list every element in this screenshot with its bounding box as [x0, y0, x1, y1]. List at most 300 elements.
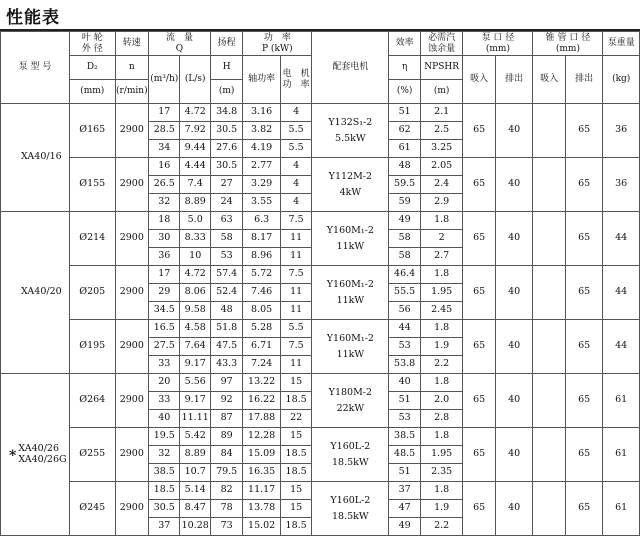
pump-discharge-cell: 40 [495, 266, 533, 320]
flow-ls-cell: 8.89 [180, 194, 210, 212]
efficiency-cell: 49 [389, 212, 420, 230]
flow-ls-cell: 8.06 [180, 284, 210, 302]
pipe-suction-cell [533, 212, 565, 266]
flow-m3h-cell: 17 [149, 104, 180, 122]
flow-m3h-cell: 26.5 [149, 176, 180, 194]
shaft-power-cell: 4.19 [243, 140, 281, 158]
pipe-suction-cell [533, 266, 565, 320]
motor-power-cell: 11 [280, 356, 311, 374]
npsh-cell: 2 [420, 230, 463, 248]
npsh-cell: 3.25 [420, 140, 463, 158]
header-flow [149, 32, 211, 56]
header-pump-diameter-line1: 泵 口 径 [481, 33, 515, 44]
header-weight-unit: (kg) [603, 56, 640, 104]
motor-model: Y160L-2 [330, 441, 371, 453]
speed-cell: 2900 [115, 266, 148, 320]
efficiency-cell: 61 [389, 140, 420, 158]
motor-rating: 11kW [336, 240, 365, 252]
head-cell: 92 [210, 392, 242, 410]
npsh-cell: 1.95 [420, 284, 463, 302]
header-npsh-line1: 必需汽 [428, 33, 456, 44]
header-speed-symbol: n [115, 56, 148, 80]
motor-model: Y132S₁-2 [328, 117, 373, 129]
motor-power-cell: 18.5 [280, 518, 311, 536]
pipe-suction-cell [533, 374, 565, 428]
pipe-discharge-cell: 65 [565, 428, 603, 482]
shaft-power-cell: 17.88 [243, 410, 281, 428]
efficiency-cell: 55.5 [389, 284, 420, 302]
flow-m3h-cell: 18 [149, 212, 180, 230]
head-cell: 30.5 [210, 122, 242, 140]
flow-ls-cell: 4.72 [180, 266, 210, 284]
motor-model: Y160M₁-2 [326, 279, 374, 291]
header-npsh-symbol: NPSHR [420, 56, 463, 80]
flow-ls-cell: 10 [180, 248, 210, 266]
pipe-suction-cell [533, 482, 565, 536]
shaft-power-cell: 16.35 [243, 464, 281, 482]
shaft-power-cell: 5.72 [243, 266, 281, 284]
weight-cell: 61 [603, 428, 640, 482]
header-pipe-discharge: 排出 [565, 56, 603, 104]
flow-m3h-cell: 32 [149, 194, 180, 212]
table-row [1, 482, 640, 500]
flow-m3h-cell: 37 [149, 518, 180, 536]
motor-model: Y160L-2 [330, 495, 371, 507]
flow-ls-cell: 9.58 [180, 302, 210, 320]
pipe-suction-cell [533, 104, 565, 158]
header-shaft-power: 轴功率 [243, 56, 281, 104]
weight-cell: 36 [603, 158, 640, 212]
header-motor-power-line2: 功 率 [282, 79, 310, 90]
table-row [1, 104, 640, 122]
shaft-power-cell: 8.96 [243, 248, 281, 266]
flow-m3h-cell: 16.5 [149, 320, 180, 338]
head-cell: 78 [210, 500, 242, 518]
efficiency-cell: 48 [389, 158, 420, 176]
efficiency-cell: 48.5 [389, 446, 420, 464]
pump-suction-cell: 65 [463, 428, 495, 482]
efficiency-cell: 51 [389, 104, 420, 122]
header-speed: 转速 [115, 32, 148, 56]
npsh-cell: 2.7 [420, 248, 463, 266]
flow-m3h-cell: 34.5 [149, 302, 180, 320]
flow-ls-cell: 8.89 [180, 446, 210, 464]
npsh-cell: 2.1 [420, 104, 463, 122]
flow-ls-cell: 5.0 [180, 212, 210, 230]
header-impeller [69, 32, 115, 56]
shaft-power-cell: 15.02 [243, 518, 281, 536]
flow-m3h-cell: 34 [149, 140, 180, 158]
flow-m3h-cell: 36 [149, 248, 180, 266]
impeller-diameter-cell: Ø214 [69, 212, 115, 266]
efficiency-cell: 53.8 [389, 356, 420, 374]
motor-power-cell: 4 [280, 194, 311, 212]
pump-suction-cell: 65 [463, 266, 495, 320]
flow-m3h-cell: 29 [149, 284, 180, 302]
flow-ls-cell: 7.4 [180, 176, 210, 194]
efficiency-cell: 58 [389, 248, 420, 266]
motor-model: Y112M-2 [328, 171, 373, 183]
header-npsh-line2: 蚀余量 [428, 43, 456, 54]
shaft-power-cell: 8.17 [243, 230, 281, 248]
motor-power-cell: 5.5 [280, 320, 311, 338]
header-pipe-suction: 吸入 [533, 56, 565, 104]
speed-cell: 2900 [115, 104, 148, 158]
header-flow-ls: (L/s) [180, 56, 210, 104]
head-cell: 48 [210, 302, 242, 320]
motor-rating: 11kW [336, 348, 365, 360]
efficiency-cell: 62 [389, 122, 420, 140]
header-npsh [420, 32, 463, 56]
pump-model-cell [1, 374, 70, 536]
pump-discharge-cell: 40 [495, 158, 533, 212]
motor-model: Y180M-2 [328, 387, 373, 399]
flow-ls-cell: 10.28 [180, 518, 210, 536]
shaft-power-cell: 7.24 [243, 356, 281, 374]
npsh-cell: 1.8 [420, 266, 463, 284]
shaft-power-cell: 5.28 [243, 320, 281, 338]
pipe-suction-cell [533, 320, 565, 374]
pipe-suction-cell [533, 158, 565, 212]
table-row [1, 266, 640, 284]
motor-cell [312, 428, 389, 482]
motor-power-cell: 5.5 [280, 140, 311, 158]
header-power [243, 32, 312, 56]
shaft-power-cell: 3.16 [243, 104, 281, 122]
page-title: 性能表 [6, 8, 60, 28]
efficiency-cell: 53 [389, 410, 420, 428]
pump-discharge-cell: 40 [495, 482, 533, 536]
npsh-cell: 2.4 [420, 176, 463, 194]
motor-power-cell: 15 [280, 374, 311, 392]
pump-model-name: XA40/20 [21, 286, 62, 298]
pump-model-name: XA40/26 [18, 442, 59, 454]
header-model: 泵 型 号 [1, 32, 70, 104]
motor-rating: 5.5kW [335, 132, 366, 144]
pump-suction-cell: 65 [463, 374, 495, 428]
table-header [1, 32, 640, 104]
motor-power-cell: 11 [280, 230, 311, 248]
shaft-power-cell: 6.3 [243, 212, 281, 230]
shaft-power-cell: 3.55 [243, 194, 281, 212]
flow-ls-cell: 7.92 [180, 122, 210, 140]
head-cell: 30.5 [210, 158, 242, 176]
header-pump-diameter [463, 32, 533, 56]
pump-model-cell [1, 212, 70, 374]
pump-model-name: XA40/16 [21, 151, 62, 163]
header-pipe-diameter-line2: (mm) [555, 43, 580, 54]
flow-ls-cell: 5.14 [180, 482, 210, 500]
pipe-discharge-cell: 65 [565, 104, 603, 158]
header-impeller-unit: (mm) [69, 80, 115, 104]
head-cell: 63 [210, 212, 242, 230]
header-suction: 吸入 [463, 56, 495, 104]
shaft-power-cell: 2.77 [243, 158, 281, 176]
table-row [1, 212, 640, 230]
head-cell: 58 [210, 230, 242, 248]
npsh-cell: 1.8 [420, 482, 463, 500]
motor-power-cell: 15 [280, 482, 311, 500]
motor-power-cell: 4 [280, 104, 311, 122]
shaft-power-cell: 15.09 [243, 446, 281, 464]
flow-ls-cell: 9.44 [180, 140, 210, 158]
pump-discharge-cell: 40 [495, 212, 533, 266]
motor-power-cell: 11 [280, 248, 311, 266]
npsh-cell: 1.9 [420, 338, 463, 356]
header-head-unit: (m) [210, 80, 242, 104]
flow-m3h-cell: 17 [149, 266, 180, 284]
npsh-cell: 2.05 [420, 158, 463, 176]
shaft-power-cell: 3.29 [243, 176, 281, 194]
header-discharge: 排出 [495, 56, 533, 104]
motor-rating: 18.5kW [332, 510, 369, 522]
flow-m3h-cell: 19.5 [149, 428, 180, 446]
motor-power-cell: 7.5 [280, 266, 311, 284]
motor-power-cell: 18.5 [280, 392, 311, 410]
head-cell: 24 [210, 194, 242, 212]
header-efficiency-unit: (%) [389, 80, 420, 104]
header-weight: 泵重量 [603, 32, 640, 56]
efficiency-cell: 53 [389, 338, 420, 356]
flow-ls-cell: 10.7 [180, 464, 210, 482]
flow-m3h-cell: 30 [149, 230, 180, 248]
pipe-discharge-cell: 65 [565, 212, 603, 266]
shaft-power-cell: 13.22 [243, 374, 281, 392]
npsh-cell: 2.35 [420, 464, 463, 482]
pump-suction-cell: 65 [463, 212, 495, 266]
head-cell: 79.5 [210, 464, 242, 482]
impeller-diameter-cell: Ø245 [69, 482, 115, 536]
flow-ls-cell: 9.17 [180, 356, 210, 374]
pump-discharge-cell: 40 [495, 428, 533, 482]
motor-power-cell: 22 [280, 410, 311, 428]
motor-power-cell: 11 [280, 284, 311, 302]
npsh-cell: 1.8 [420, 212, 463, 230]
speed-cell: 2900 [115, 158, 148, 212]
npsh-cell: 2.2 [420, 518, 463, 536]
table-row [1, 320, 640, 338]
flow-m3h-cell: 33 [149, 392, 180, 410]
motor-model: Y160M₁-2 [326, 333, 374, 345]
efficiency-cell: 40 [389, 374, 420, 392]
flow-ls-cell: 5.42 [180, 428, 210, 446]
header-impeller-line1: 叶 轮 [81, 33, 103, 44]
flow-m3h-cell: 16 [149, 158, 180, 176]
flow-ls-cell: 4.44 [180, 158, 210, 176]
shaft-power-cell: 8.05 [243, 302, 281, 320]
flow-ls-cell: 9.17 [180, 392, 210, 410]
efficiency-cell: 38.5 [389, 428, 420, 446]
performance-table [0, 31, 640, 536]
pump-suction-cell: 65 [463, 482, 495, 536]
header-flow-symbol: Q [175, 43, 184, 54]
shaft-power-cell: 16.22 [243, 392, 281, 410]
header-head: 扬程 [210, 32, 242, 56]
motor-cell [312, 104, 389, 158]
header-motor: 配套电机 [312, 32, 389, 104]
impeller-diameter-cell: Ø264 [69, 374, 115, 428]
header-power-line1: 功 率 [263, 33, 291, 44]
header-motor-power [280, 56, 311, 104]
efficiency-cell: 44 [389, 320, 420, 338]
head-cell: 51.8 [210, 320, 242, 338]
flow-m3h-cell: 33 [149, 356, 180, 374]
motor-rating: 22kW [336, 402, 365, 414]
npsh-cell: 2.5 [420, 122, 463, 140]
flow-m3h-cell: 28.5 [149, 122, 180, 140]
weight-cell: 61 [603, 374, 640, 428]
shaft-power-cell: 3.82 [243, 122, 281, 140]
efficiency-cell: 47 [389, 500, 420, 518]
head-cell: 53 [210, 248, 242, 266]
npsh-cell: 1.8 [420, 374, 463, 392]
header-power-line2: P (kW) [262, 43, 293, 54]
npsh-cell: 2.0 [420, 392, 463, 410]
pump-suction-cell: 65 [463, 158, 495, 212]
motor-cell [312, 320, 389, 374]
motor-model: Y160M₁-2 [326, 225, 374, 237]
flow-m3h-cell: 30.5 [149, 500, 180, 518]
motor-power-cell: 11 [280, 302, 311, 320]
header-impeller-symbol: D₂ [69, 56, 115, 80]
header-pipe-diameter [533, 32, 603, 56]
efficiency-cell: 58 [389, 230, 420, 248]
efficiency-cell: 37 [389, 482, 420, 500]
motor-power-cell: 18.5 [280, 446, 311, 464]
pump-discharge-cell: 40 [495, 104, 533, 158]
speed-cell: 2900 [115, 212, 148, 266]
motor-power-cell: 4 [280, 158, 311, 176]
header-efficiency: 效率 [389, 32, 420, 56]
header-head-symbol: H [210, 56, 242, 80]
pump-discharge-cell: 40 [495, 374, 533, 428]
pipe-discharge-cell: 65 [565, 374, 603, 428]
efficiency-cell: 59 [389, 194, 420, 212]
shaft-power-cell: 6.71 [243, 338, 281, 356]
flow-m3h-cell: 38.5 [149, 464, 180, 482]
npsh-cell: 2.2 [420, 356, 463, 374]
header-motor-power-line1: 电 机 [282, 69, 310, 80]
head-cell: 97 [210, 374, 242, 392]
npsh-cell: 2.45 [420, 302, 463, 320]
pump-suction-cell: 65 [463, 104, 495, 158]
header-efficiency-symbol: η [389, 56, 420, 80]
header-impeller-line2: 外 径 [81, 43, 103, 54]
weight-cell: 44 [603, 320, 640, 374]
impeller-diameter-cell: Ø165 [69, 104, 115, 158]
motor-rating: 18.5kW [332, 456, 369, 468]
shaft-power-cell: 7.46 [243, 284, 281, 302]
impeller-diameter-cell: Ø155 [69, 158, 115, 212]
flow-ls-cell: 7.64 [180, 338, 210, 356]
motor-rating: 4kW [339, 186, 362, 198]
table-body [1, 104, 640, 536]
head-cell: 43.3 [210, 356, 242, 374]
header-pump-diameter-line2: (mm) [485, 43, 510, 54]
impeller-diameter-cell: Ø255 [69, 428, 115, 482]
npsh-cell: 1.9 [420, 500, 463, 518]
flow-ls-cell: 5.56 [180, 374, 210, 392]
head-cell: 27 [210, 176, 242, 194]
flow-ls-cell: 4.72 [180, 104, 210, 122]
table-row [1, 374, 640, 392]
npsh-cell: 2.9 [420, 194, 463, 212]
motor-cell [312, 158, 389, 212]
npsh-cell: 1.8 [420, 428, 463, 446]
motor-power-cell: 4 [280, 176, 311, 194]
header-pipe-diameter-line1: 锥 管 口 径 [545, 33, 591, 44]
weight-cell: 44 [603, 212, 640, 266]
flow-m3h-cell: 27.5 [149, 338, 180, 356]
flow-ls-cell: 8.33 [180, 230, 210, 248]
head-cell: 57.4 [210, 266, 242, 284]
pipe-suction-cell [533, 428, 565, 482]
motor-power-cell: 18.5 [280, 464, 311, 482]
table-row [1, 158, 640, 176]
flow-m3h-cell: 20 [149, 374, 180, 392]
flow-ls-cell: 11.11 [180, 410, 210, 428]
weight-cell: 36 [603, 104, 640, 158]
npsh-cell: 1.95 [420, 446, 463, 464]
table-row [1, 428, 640, 446]
motor-power-cell: 15 [280, 428, 311, 446]
head-cell: 47.5 [210, 338, 242, 356]
weight-cell: 61 [603, 482, 640, 536]
head-cell: 73 [210, 518, 242, 536]
motor-cell [312, 482, 389, 536]
shaft-power-cell: 12.28 [243, 428, 281, 446]
flow-ls-cell: 8.47 [180, 500, 210, 518]
motor-power-cell: 15 [280, 500, 311, 518]
header-flow-m3h: (m³/h) [149, 56, 180, 104]
pump-model-cell [1, 104, 70, 212]
head-cell: 87 [210, 410, 242, 428]
pump-suction-cell: 65 [463, 320, 495, 374]
header-npsh-unit: (m) [420, 80, 463, 104]
shaft-power-cell: 13.78 [243, 500, 281, 518]
motor-power-cell: 5.5 [280, 122, 311, 140]
shaft-power-cell: 11.17 [243, 482, 281, 500]
speed-cell: 2900 [115, 482, 148, 536]
flow-m3h-cell: 40 [149, 410, 180, 428]
motor-cell [312, 266, 389, 320]
head-cell: 34.8 [210, 104, 242, 122]
npsh-cell: 2.8 [420, 410, 463, 428]
pump-model-name-2: XA40/26G [18, 453, 67, 465]
header-speed-unit: (r/min) [115, 80, 148, 104]
head-cell: 82 [210, 482, 242, 500]
pipe-discharge-cell: 65 [565, 320, 603, 374]
pipe-discharge-cell: 65 [565, 158, 603, 212]
efficiency-cell: 59.5 [389, 176, 420, 194]
efficiency-cell: 49 [389, 518, 420, 536]
impeller-diameter-cell: Ø195 [69, 320, 115, 374]
motor-cell [312, 212, 389, 266]
flow-ls-cell: 4.58 [180, 320, 210, 338]
motor-power-cell: 7.5 [280, 338, 311, 356]
head-cell: 27.6 [210, 140, 242, 158]
motor-rating: 11kW [336, 294, 365, 306]
star-mark-icon: * [9, 448, 17, 464]
npsh-cell: 1.8 [420, 320, 463, 338]
efficiency-cell: 51 [389, 392, 420, 410]
flow-m3h-cell: 32 [149, 446, 180, 464]
speed-cell: 2900 [115, 320, 148, 374]
header-flow-line1: 流 量 [165, 33, 193, 44]
head-cell: 89 [210, 428, 242, 446]
speed-cell: 2900 [115, 428, 148, 482]
motor-power-cell: 7.5 [280, 212, 311, 230]
